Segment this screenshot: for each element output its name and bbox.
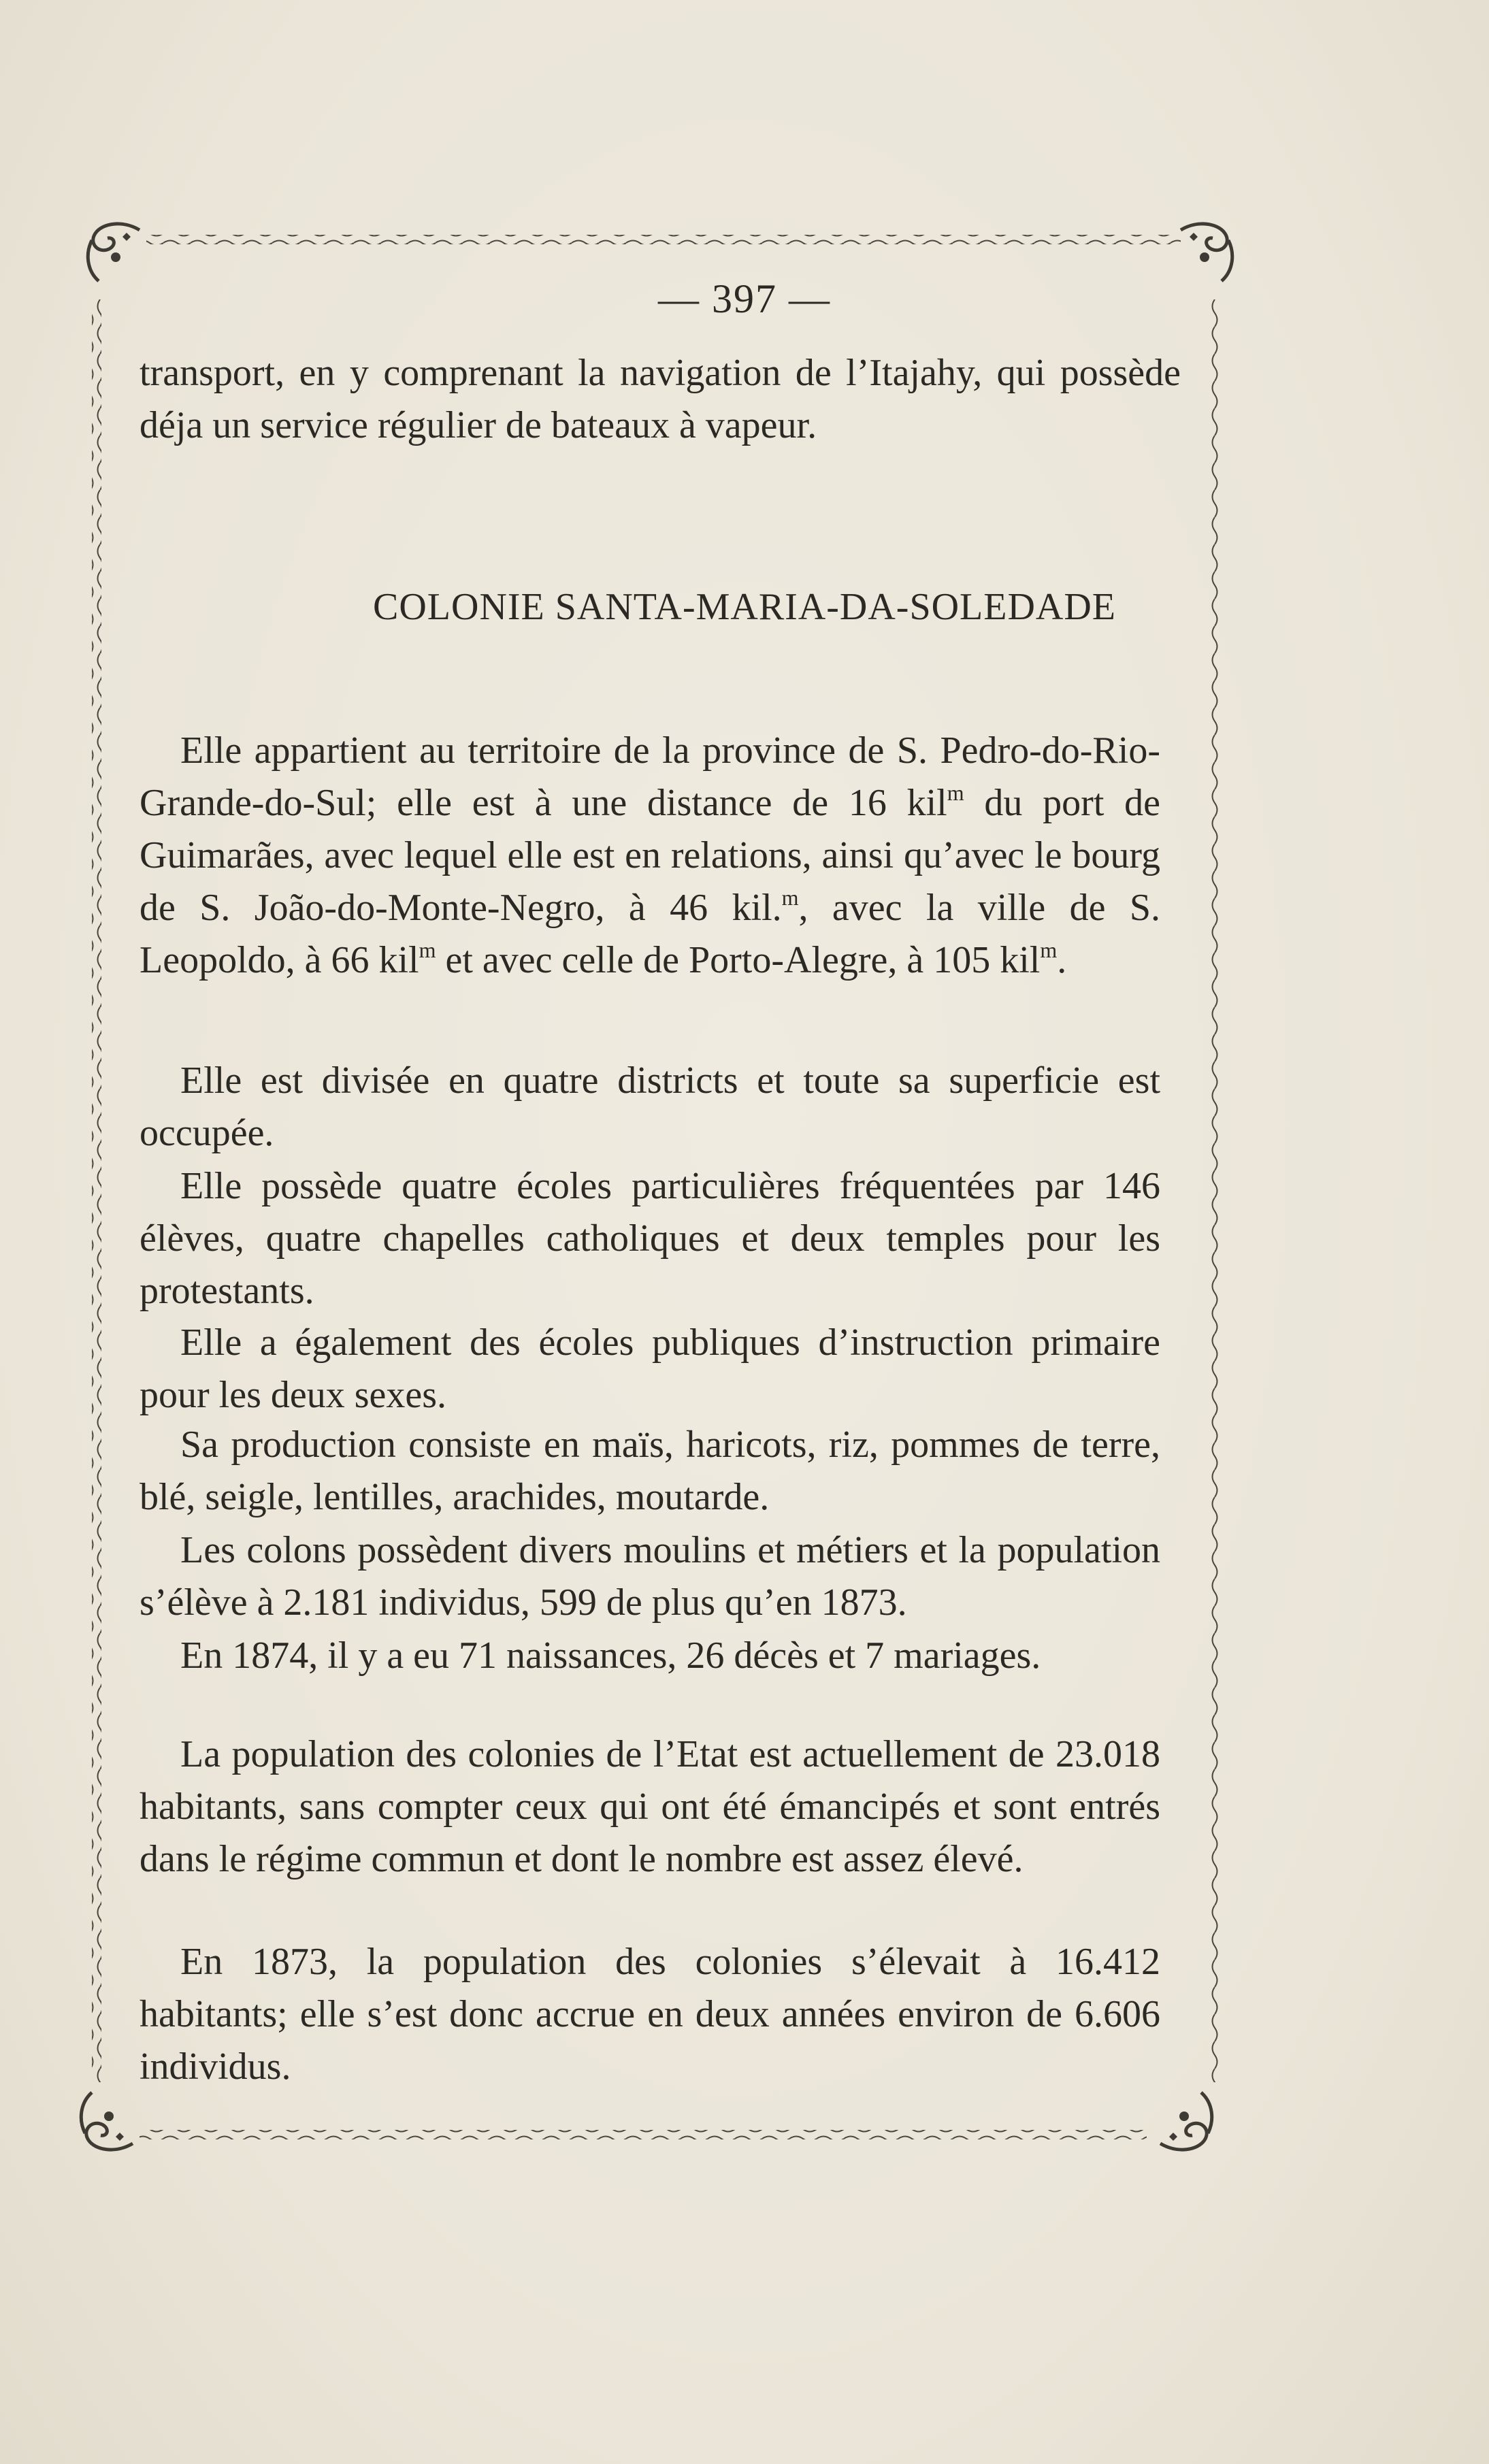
paragraph-growth: En 1873, la population des colonies s’élevait à 16.412 habitants; elle s’est donc accrue en deux années environ de 6.606 individus.	[140, 1941, 1160, 2088]
bottom-left-ornament-icon	[68, 2082, 143, 2157]
paragraph-colonies-population: La population des colonies de l’Etat est actuellement de 23.018 habitants, sans compter ceux qui ont été émancipés et sont entrés dans le régime commun et dont le nombre est assez élevé.	[140, 1733, 1160, 1880]
paragraph-production: Sa production consiste en maïs, haricots, riz, pommes de terre, blé, seigle, lentilles, arachides, moutarde.	[140, 1424, 1160, 1518]
bottom-right-ornament-icon	[1150, 2082, 1225, 2157]
top-border-line	[146, 235, 1181, 244]
intro-paragraph: transport, en y comprenant la navigation de l’Itajahy, qui possède déja un service régulier de bateaux à vapeur.	[140, 352, 1181, 446]
paragraph-schools: Elle possède quatre écoles particulières fréquentées par 146 élèves, quatre chapelles catholiques et deux temples pour les protestants.	[140, 1165, 1160, 1312]
page-number: — 397 —	[658, 276, 831, 321]
bottom-border-line	[140, 2130, 1147, 2139]
paragraph-location: Elle appartient au territoire de la province de S. Pedro-do-Rio-Grande-do-Sul; elle est à une distance de 16 kil$^m$ du port de Guimarães, avec lequel elle est en relations, ainsi qu’avec le bourg de S. João-do-Monte-Negro, à 46 kil.$^m$, avec la ville de S. Leopoldo, à 66 kil$^m$ et avec celle de Porto-Alegre, à 105 kil$^m$.	[140, 729, 1161, 981]
left-border-line	[92, 299, 101, 2082]
paragraph-public-schools: Elle a également des écoles publiques d’instruction primaire pour les deux sexes.	[140, 1321, 1160, 1416]
paragraph-population: Les colons possèdent divers moulins et métiers et la population s’élève à 2.181 individus, 599 de plus qu’en 1873.	[140, 1529, 1160, 1624]
right-border-line	[1210, 299, 1220, 2082]
paragraph-vital-statistics: En 1874, il y a eu 71 naissances, 26 décès et 7 mariages.	[180, 1635, 1041, 1677]
section-title: COLONIE SANTA-MARIA-DA-SOLEDADE	[373, 586, 1116, 628]
paragraph-districts: Elle est divisée en quatre districts et toute sa superficie est occupée.	[140, 1059, 1160, 1154]
